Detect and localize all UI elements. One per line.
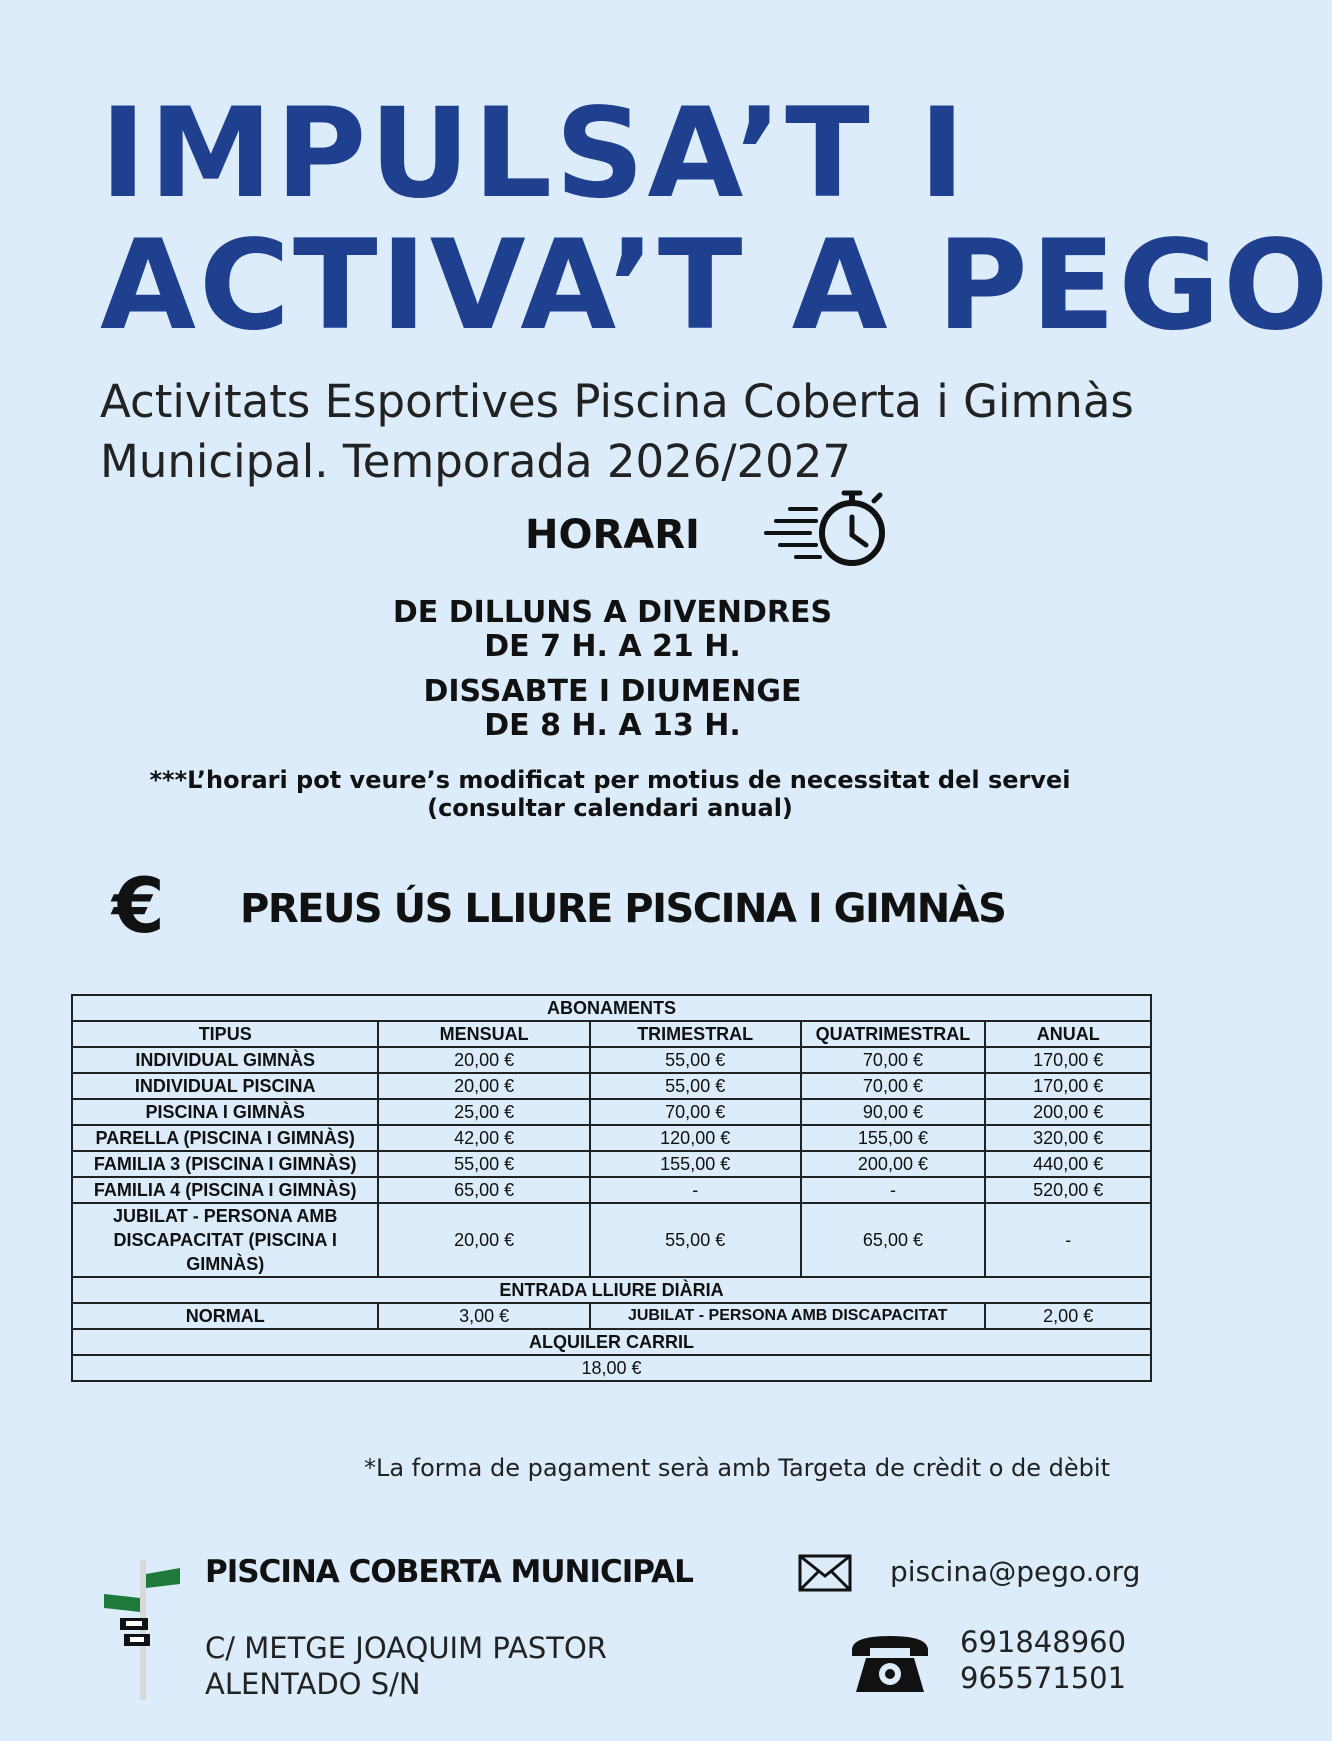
page-title xyxy=(100,82,1332,358)
weekend-schedule xyxy=(300,675,925,743)
price-cell: 170,00 € xyxy=(985,1047,1151,1073)
schedule-title: HORARI xyxy=(525,512,700,558)
price-table xyxy=(71,994,1152,1382)
venue-address xyxy=(205,1630,607,1702)
price-cell: 20,00 € xyxy=(378,1047,589,1073)
daily-normal-label: NORMAL xyxy=(72,1303,378,1329)
daily-reduced-label: JUBILAT - PERSONA AMB DISCAPACITAT xyxy=(590,1303,986,1329)
schedule-note-line-2: (consultar calendari anual) xyxy=(427,794,793,822)
envelope-icon xyxy=(798,1554,852,1592)
price-cell: 20,00 € xyxy=(378,1203,589,1277)
stopwatch-icon xyxy=(760,487,890,569)
euro-icon: € xyxy=(112,861,165,950)
price-cell: 55,00 € xyxy=(590,1203,801,1277)
price-cell: 55,00 € xyxy=(590,1073,801,1099)
table-row xyxy=(72,1151,1151,1177)
price-cell: 155,00 € xyxy=(801,1125,986,1151)
price-cell: 520,00 € xyxy=(985,1177,1151,1203)
weekend-days: DISSABTE I DIUMENGE xyxy=(423,674,802,709)
price-cell: 440,00 € xyxy=(985,1151,1151,1177)
daily-reduced-price: 2,00 € xyxy=(985,1303,1151,1329)
price-cell: 55,00 € xyxy=(590,1047,801,1073)
schedule-note-line-1: ***L’horari pot veure’s modificat per motius de necessitat del servei xyxy=(149,766,1071,794)
table-header-row xyxy=(72,1021,1151,1047)
daily-entry-row xyxy=(72,1303,1151,1329)
column-header: ANUAL xyxy=(985,1021,1151,1047)
row-type: JUBILAT - PERSONA AMB DISCAPACITAT (PISCINA I GIMNÀS) xyxy=(72,1203,378,1277)
payment-note: *La forma de pagament serà amb Targeta de crèdit o de dèbit xyxy=(363,1454,1110,1482)
column-header: QUATRIMESTRAL xyxy=(801,1021,986,1047)
telephone-icon xyxy=(848,1632,932,1696)
price-cell: - xyxy=(985,1203,1151,1277)
price-cell: - xyxy=(590,1177,801,1203)
price-cell: 200,00 € xyxy=(801,1151,986,1177)
price-cell: 200,00 € xyxy=(985,1099,1151,1125)
price-cell: 120,00 € xyxy=(590,1125,801,1151)
email-link[interactable]: piscina@pego.org xyxy=(890,1555,1141,1588)
phone-number-2[interactable]: 965571501 xyxy=(960,1661,1127,1695)
title-line-2: ACTIVA’T A PEGO xyxy=(100,214,1332,358)
address-line-1: C/ METGE JOAQUIM PASTOR xyxy=(205,1631,607,1665)
subtitle xyxy=(100,372,1160,492)
row-type: FAMILIA 3 (PISCINA I GIMNÀS) xyxy=(72,1151,378,1177)
address-line-2: ALENTADO S/N xyxy=(205,1667,421,1701)
price-cell: 42,00 € xyxy=(378,1125,589,1151)
table-row xyxy=(72,1099,1151,1125)
table-row xyxy=(72,1073,1151,1099)
column-header: TIPUS xyxy=(72,1021,378,1047)
lane-rental-header: ALQUILER CARRIL xyxy=(72,1329,1151,1355)
price-cell: 320,00 € xyxy=(985,1125,1151,1151)
weekday-days: DE DILLUNS A DIVENDRES xyxy=(392,595,833,630)
row-type: FAMILIA 4 (PISCINA I GIMNÀS) xyxy=(72,1177,378,1203)
venue-name: PISCINA COBERTA MUNICIPAL xyxy=(205,1554,693,1590)
subtitle-line-2: Municipal. Temporada 2026/2027 xyxy=(100,435,852,488)
daily-entry-header: ENTRADA LLIURE DIÀRIA xyxy=(72,1277,1151,1303)
subtitle-line-1: Activitats Esportives Piscina Coberta i Gimnàs xyxy=(100,375,1134,428)
price-cell: 90,00 € xyxy=(801,1099,986,1125)
table-row xyxy=(72,1177,1151,1203)
weekend-hours: DE 8 H. A 13 H. xyxy=(484,708,741,743)
price-cell: 20,00 € xyxy=(378,1073,589,1099)
price-cell: - xyxy=(801,1177,986,1203)
row-type: PISCINA I GIMNÀS xyxy=(72,1099,378,1125)
phone-number-1[interactable]: 691848960 xyxy=(960,1625,1127,1659)
phone-numbers xyxy=(960,1624,1127,1696)
abonaments-header: ABONAMENTS xyxy=(72,995,1151,1021)
price-cell: 65,00 € xyxy=(378,1177,589,1203)
lane-rental-price: 18,00 € xyxy=(72,1355,1151,1381)
weekday-hours: DE 7 H. A 21 H. xyxy=(484,629,741,664)
title-line-1: IMPULSA’T I xyxy=(100,82,969,226)
price-cell: 55,00 € xyxy=(378,1151,589,1177)
daily-normal-price: 3,00 € xyxy=(378,1303,589,1329)
column-header: TRIMESTRAL xyxy=(590,1021,801,1047)
column-header: MENSUAL xyxy=(378,1021,589,1047)
table-row xyxy=(72,1125,1151,1151)
price-cell: 155,00 € xyxy=(590,1151,801,1177)
price-cell: 65,00 € xyxy=(801,1203,986,1277)
table-row xyxy=(72,1203,1151,1277)
price-cell: 25,00 € xyxy=(378,1099,589,1125)
table-row xyxy=(72,1047,1151,1073)
weekday-schedule xyxy=(300,596,925,664)
row-type: INDIVIDUAL PISCINA xyxy=(72,1073,378,1099)
schedule-note xyxy=(110,766,1110,822)
price-cell: 170,00 € xyxy=(985,1073,1151,1099)
price-cell: 70,00 € xyxy=(801,1047,986,1073)
row-type: PARELLA (PISCINA I GIMNÀS) xyxy=(72,1125,378,1151)
price-cell: 70,00 € xyxy=(801,1073,986,1099)
prices-title: PREUS ÚS LLIURE PISCINA I GIMNÀS xyxy=(240,886,1006,932)
row-type: INDIVIDUAL GIMNÀS xyxy=(72,1047,378,1073)
signpost-icon xyxy=(102,1560,182,1700)
price-cell: 70,00 € xyxy=(590,1099,801,1125)
